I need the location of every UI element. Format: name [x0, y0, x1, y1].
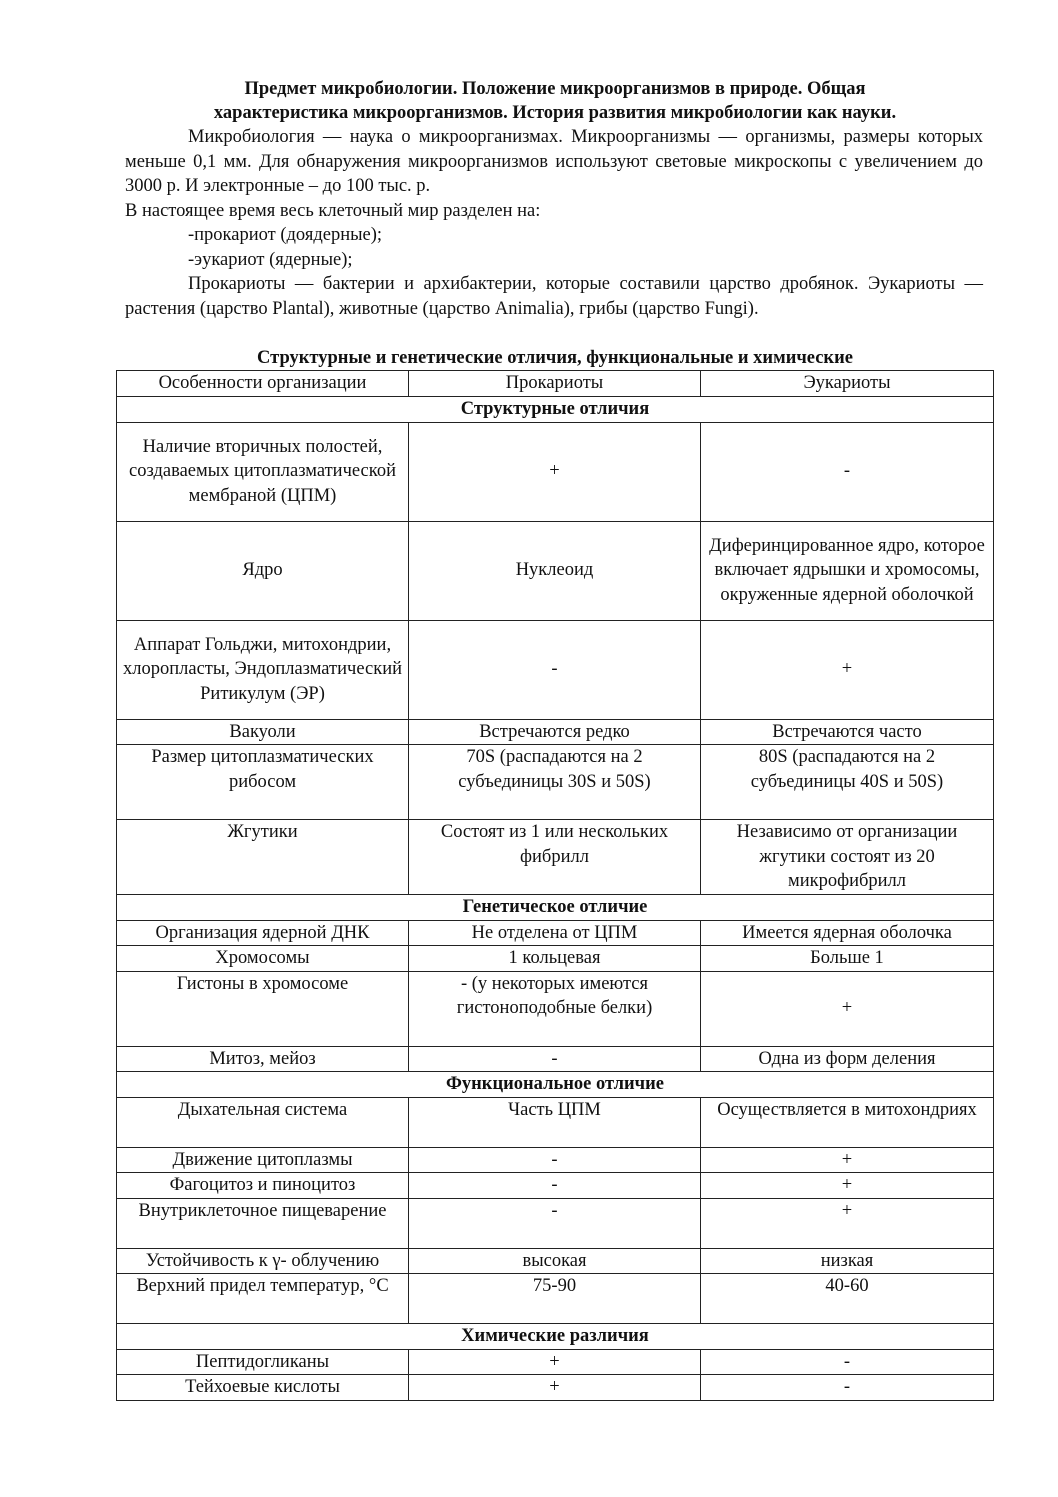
- header-prokaryotes: Прокариоты: [409, 371, 701, 397]
- feature-cell: Верхний придел температур, °С: [117, 1274, 409, 1324]
- feature-cell: Тейхоевые кислоты: [117, 1375, 409, 1401]
- prokaryote-cell: Состоят из 1 или нескольких фибрилл: [409, 820, 701, 895]
- feature-cell: Аппарат Гольджи, митохондрии, хлоропласты, Эндоплазматический Ритикулум (ЭР): [117, 620, 409, 719]
- table-row: [117, 1248, 994, 1274]
- eukaryote-cell: -: [701, 422, 994, 521]
- table-row: [117, 971, 994, 1046]
- feature-cell: Митоз, мейоз: [117, 1046, 409, 1072]
- eukaryote-cell: -: [701, 1349, 994, 1375]
- section-title: Функциональное отличие: [117, 1072, 994, 1098]
- section-row-chemical: [117, 1324, 994, 1350]
- header-eukaryotes: Эукариоты: [701, 371, 994, 397]
- eukaryote-cell: Больше 1: [701, 946, 994, 972]
- feature-cell: Вакуоли: [117, 719, 409, 745]
- table-row: [117, 1198, 994, 1248]
- eukaryote-cell: Независимо от организации жгутики состоят из 20 микрофибрилл: [701, 820, 994, 895]
- eukaryote-cell: Осуществляется в митохондриях: [701, 1097, 994, 1147]
- eukaryote-cell: низкая: [701, 1248, 994, 1274]
- prokaryote-cell: -: [409, 1173, 701, 1199]
- feature-cell: Гистоны в хромосоме: [117, 971, 409, 1046]
- prokaryote-cell: +: [409, 1375, 701, 1401]
- table-row: [117, 1046, 994, 1072]
- feature-cell: Размер цитоплазматических рибосом: [117, 745, 409, 820]
- table-row: [117, 920, 994, 946]
- section-title: Генетическое отличие: [117, 895, 994, 921]
- eukaryote-cell: +: [701, 620, 994, 719]
- prokaryote-cell: Не отделена от ЦПМ: [409, 920, 701, 946]
- table-header-row: [117, 371, 994, 397]
- section-row-genetic: [117, 895, 994, 921]
- list-item-eukaryotes: -эукариот (ядерные);: [188, 250, 353, 270]
- table-row: [117, 820, 994, 895]
- division-line: В настоящее время весь клеточный мир разделен на:: [125, 201, 541, 221]
- prokaryote-cell: -: [409, 1046, 701, 1072]
- prokaryote-cell: -: [409, 1198, 701, 1248]
- prokaryote-cell: +: [409, 1349, 701, 1375]
- table-title: Структурные и генетические отличия, функциональные и химические: [257, 348, 853, 368]
- header-features: Особенности организации: [117, 371, 409, 397]
- eukaryote-cell: +: [701, 1198, 994, 1248]
- kingdoms-paragraph: Прокариоты — бактерии и архибактерии, которые составили царство дробянок. Эукариоты — растения (царство Plantal), животные (царство Animalia), грибы (царство Fungi).: [125, 274, 983, 319]
- document-title-line-2: характеристика микроорганизмов. История развития микробиологии как науки.: [213, 103, 897, 123]
- prokaryote-cell: +: [409, 422, 701, 521]
- table-row: [117, 1147, 994, 1173]
- eukaryote-cell: +: [701, 1147, 994, 1173]
- eukaryote-cell: +: [701, 971, 994, 1046]
- prokaryote-cell: высокая: [409, 1248, 701, 1274]
- section-title: Химические различия: [117, 1324, 994, 1350]
- feature-cell: Пептидогликаны: [117, 1349, 409, 1375]
- section-row-functional: [117, 1072, 994, 1098]
- table-row: [117, 1274, 994, 1324]
- feature-cell: Дыхательная система: [117, 1097, 409, 1147]
- table-row: [117, 521, 994, 620]
- feature-cell: Жгутики: [117, 820, 409, 895]
- feature-cell: Фагоцитоз и пиноцитоз: [117, 1173, 409, 1199]
- table-row: [117, 1349, 994, 1375]
- eukaryote-cell: 80S (распадаются на 2 субъединицы 40S и 50S): [701, 745, 994, 820]
- table-row: [117, 1375, 994, 1401]
- table-row: [117, 719, 994, 745]
- feature-cell: Устойчивость к γ- облучению: [117, 1248, 409, 1274]
- eukaryote-cell: Диферинцированное ядро, которое включает ядрышки и хромосомы, окруженные ядерной оболочкой: [701, 521, 994, 620]
- table-row: [117, 745, 994, 820]
- table-row: [117, 422, 994, 521]
- prokaryote-cell: 1 кольцевая: [409, 946, 701, 972]
- section-row-structural: [117, 397, 994, 423]
- prokaryote-cell: -: [409, 620, 701, 719]
- eukaryote-cell: 40-60: [701, 1274, 994, 1324]
- table-row: [117, 1173, 994, 1199]
- eukaryote-cell: Встречаются часто: [701, 719, 994, 745]
- prokaryote-cell: - (у некоторых имеются гистоноподобные белки): [409, 971, 701, 1046]
- eukaryote-cell: Имеется ядерная оболочка: [701, 920, 994, 946]
- feature-cell: Движение цитоплазмы: [117, 1147, 409, 1173]
- prokaryote-cell: -: [409, 1147, 701, 1173]
- table-row: [117, 620, 994, 719]
- eukaryote-cell: Одна из форм деления: [701, 1046, 994, 1072]
- intro-paragraph: Микробиология — наука о микроорганизмах. Микроорганизмы — организмы, размеры которых меньше 0,1 мм. Для обнаружения микроорганизмов используют световые микроскопы с увеличением до 3000 р. И электронные – до 100 тыс. р.: [125, 127, 983, 196]
- comparison-table: [116, 370, 994, 1401]
- document-title-line-1: Предмет микробиологии. Положение микроорганизмов в природе. Общая: [244, 79, 866, 99]
- eukaryote-cell: -: [701, 1375, 994, 1401]
- list-item-prokaryotes: -прокариот (доядерные);: [188, 225, 383, 245]
- eukaryote-cell: +: [701, 1173, 994, 1199]
- feature-cell: Ядро: [117, 521, 409, 620]
- feature-cell: Внутриклеточное пищеварение: [117, 1198, 409, 1248]
- prokaryote-cell: Встречаются редко: [409, 719, 701, 745]
- prokaryote-cell: Нуклеоид: [409, 521, 701, 620]
- prokaryote-cell: 75-90: [409, 1274, 701, 1324]
- prokaryote-cell: Часть ЦПМ: [409, 1097, 701, 1147]
- feature-cell: Организация ядерной ДНК: [117, 920, 409, 946]
- prokaryote-cell: 70S (распадаются на 2 субъединицы 30S и 50S): [409, 745, 701, 820]
- table-row: [117, 946, 994, 972]
- table-row: [117, 1097, 994, 1147]
- section-title: Структурные отличия: [117, 397, 994, 423]
- feature-cell: Хромосомы: [117, 946, 409, 972]
- feature-cell: Наличие вторичных полостей, создаваемых цитоплазматической мембраной (ЦПМ): [117, 422, 409, 521]
